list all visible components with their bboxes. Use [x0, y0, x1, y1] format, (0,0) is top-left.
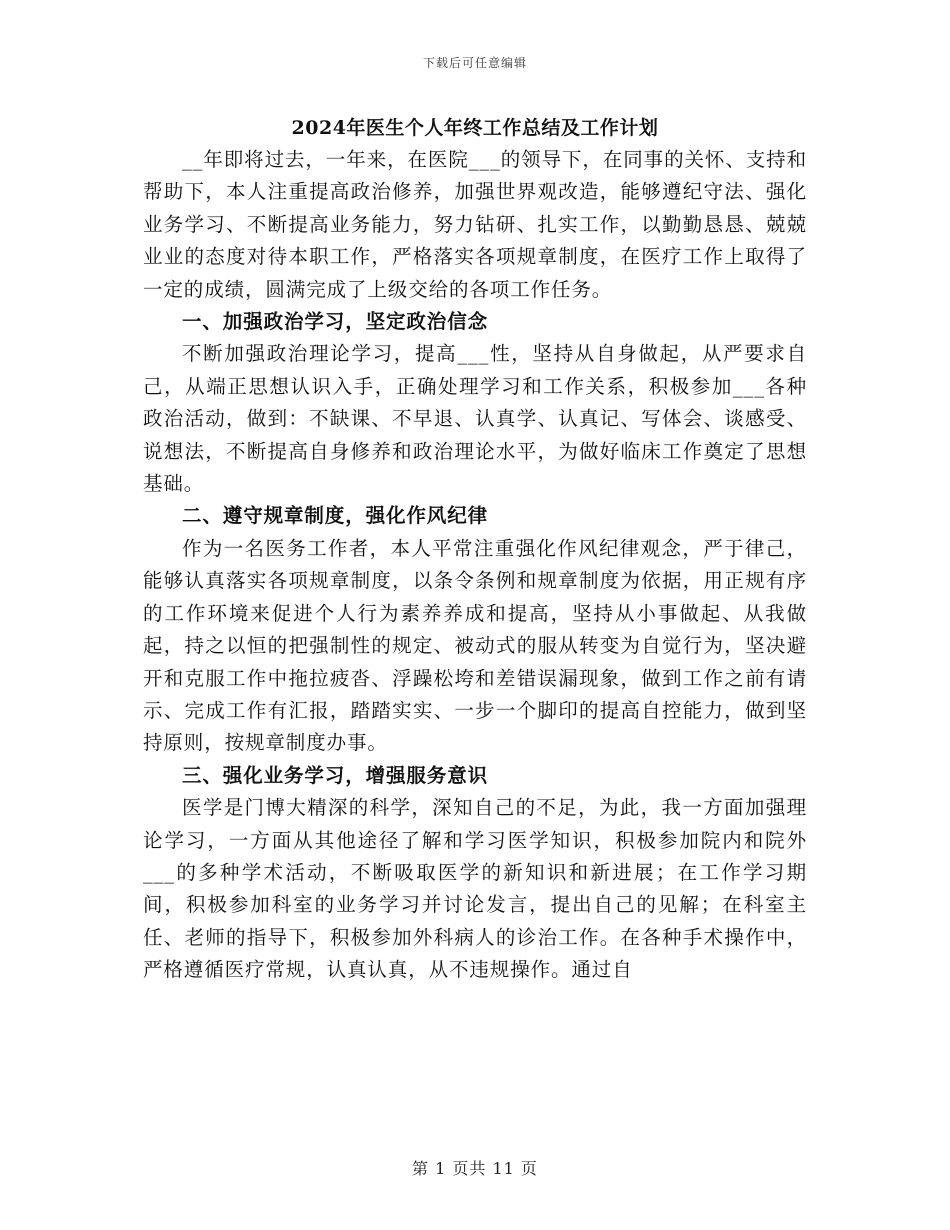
- section-paragraph-2: 作为一名医务工作者，本人平常注重强化作风纪律观念，严于律己，能够认真落实各项规章制度，以条令条例和规章制度为依据，用正规有序的工作环境来促进个人行为素养养成和提高，坚持从小事做起、从我做起，持之以恒的把强制性的规定、被动式的服从转变为自觉行为，坚决避开和克服工作中拖拉疲沓、浮躁松垮和差错误漏现象，做到工作之前有请示、完成工作有汇报，踏踏实实、一步一个脚印的提高自控能力，做到坚持原则，按规章制度办事。: [143, 536, 807, 755]
- section-paragraph-1: 不断加强政治理论学习，提高___性，坚持从自身做起，从严要求自己，从端正思想认识入手，正确处理学习和工作关系，积极参加___各种政治活动，做到：不缺课、不早退、认真学、认真记、写体会、谈感受、说想法，不断提高自身修养和政治理论水平，为做好临床工作奠定了思想基础。: [143, 342, 807, 496]
- document-title: 2024年医生个人年终工作总结及工作计划: [291, 117, 659, 139]
- section-heading-1: 一、加强政治学习，坚定政治信念: [182, 310, 489, 334]
- document-body: [143, 112, 807, 987]
- section-heading-3: 三、强化业务学习，增强服务意识: [182, 763, 489, 787]
- page-header-note: 下载后可任意编辑: [422, 56, 527, 70]
- intro-paragraph: __年即将过去，一年来，在医院___的领导下，在同事的关怀、支持和帮助下，本人注重提高政治修养，加强世界观改造，能够遵纪守法、强化业务学习、不断提高业务能力，努力钻研、扎实工作，以勤勤恳恳、兢兢业业的态度对待本职工作，严格落实各项规章制度，在医疗工作上取得了一定的成绩，圆满完成了上级交给的各项工作任务。: [143, 148, 807, 301]
- section-heading-2: 二、遵守规章制度，强化作风纪律: [182, 504, 489, 528]
- section-paragraph-3: 医学是门博大精深的科学，深知自己的不足，为此，我一方面加强理论学习，一方面从其他途径了解和学习医学知识，积极参加院内和院外___的多种学术活动，不断吸取医学的新知识和新进展；在工作学习期间，积极参加科室的业务学习并讨论发言，提出自己的见解；在科室主任、老师的指导下，积极参加外科病人的诊治工作。在各种手术操作中，严格遵循医疗常规，认真认真，从不违规操作。通过自: [143, 796, 807, 982]
- page-number: 第 1 页共 11 页: [412, 1159, 538, 1178]
